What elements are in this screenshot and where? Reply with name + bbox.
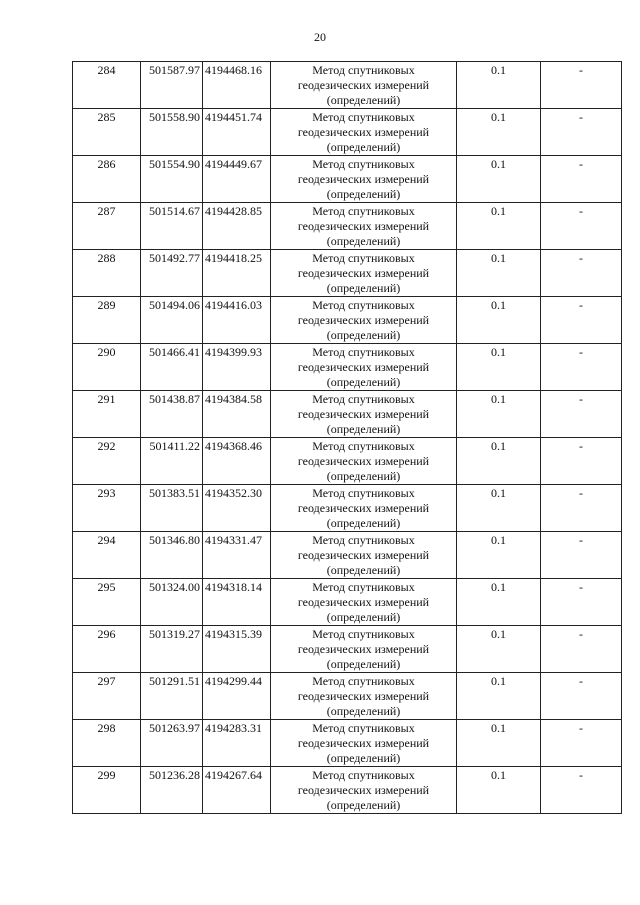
method-line: геодезических измерений — [297, 360, 430, 374]
note-cell: - — [541, 438, 622, 485]
method-line: Метод спутниковых — [312, 768, 415, 782]
method-line: Метод спутниковых — [312, 439, 415, 453]
table-row — [73, 579, 622, 626]
point-number-cell: 288 — [73, 250, 141, 297]
accuracy-cell: 0.1 — [457, 203, 541, 250]
table-row — [73, 156, 622, 203]
method-line: Метод спутниковых — [312, 204, 415, 218]
accuracy-cell: 0.1 — [457, 626, 541, 673]
x-coordinate-cell: 501558.90 — [141, 109, 203, 156]
x-coordinate-cell: 501492.77 — [141, 250, 203, 297]
table-row — [73, 438, 622, 485]
y-coordinate-cell: 4194468.16 — [203, 62, 271, 109]
note-cell: - — [541, 673, 622, 720]
point-number-cell: 285 — [73, 109, 141, 156]
note-cell: - — [541, 297, 622, 344]
point-number-cell: 299 — [73, 767, 141, 814]
method-line: геодезических измерений — [297, 172, 430, 186]
method-line: Метод спутниковых — [312, 721, 415, 735]
y-coordinate-cell: 4194399.93 — [203, 344, 271, 391]
table-row — [73, 344, 622, 391]
y-coordinate-cell: 4194283.31 — [203, 720, 271, 767]
x-coordinate-cell: 501236.28 — [141, 767, 203, 814]
y-coordinate-cell: 4194331.47 — [203, 532, 271, 579]
method-line: геодезических измерений — [297, 736, 430, 750]
method-line: геодезических измерений — [297, 501, 430, 515]
x-coordinate-cell: 501587.97 — [141, 62, 203, 109]
point-number-cell: 289 — [73, 297, 141, 344]
method-line: (определений) — [326, 234, 401, 248]
method-cell — [271, 720, 457, 767]
method-line: геодезических измерений — [297, 313, 430, 327]
method-line: (определений) — [326, 328, 401, 342]
method-line: Метод спутниковых — [312, 392, 415, 406]
x-coordinate-cell: 501291.51 — [141, 673, 203, 720]
method-line: (определений) — [326, 657, 401, 671]
y-coordinate-cell: 4194368.46 — [203, 438, 271, 485]
accuracy-cell: 0.1 — [457, 250, 541, 297]
table-row — [73, 485, 622, 532]
note-cell: - — [541, 579, 622, 626]
y-coordinate-cell: 4194449.67 — [203, 156, 271, 203]
method-line: геодезических измерений — [297, 266, 430, 280]
method-line: Метод спутниковых — [312, 251, 415, 265]
method-cell — [271, 579, 457, 626]
method-line: геодезических измерений — [297, 595, 430, 609]
point-number-cell: 293 — [73, 485, 141, 532]
method-line: (определений) — [326, 93, 401, 107]
y-coordinate-cell: 4194267.64 — [203, 767, 271, 814]
x-coordinate-cell: 501319.27 — [141, 626, 203, 673]
method-cell — [271, 203, 457, 250]
method-line: геодезических измерений — [297, 407, 430, 421]
x-coordinate-cell: 501346.80 — [141, 532, 203, 579]
accuracy-cell: 0.1 — [457, 673, 541, 720]
table-row — [73, 767, 622, 814]
method-line: (определений) — [326, 187, 401, 201]
x-coordinate-cell: 501466.41 — [141, 344, 203, 391]
method-line: (определений) — [326, 798, 401, 812]
accuracy-cell: 0.1 — [457, 485, 541, 532]
note-cell: - — [541, 720, 622, 767]
method-cell — [271, 297, 457, 344]
x-coordinate-cell: 501554.90 — [141, 156, 203, 203]
method-line: геодезических измерений — [297, 219, 430, 233]
point-number-cell: 295 — [73, 579, 141, 626]
accuracy-cell: 0.1 — [457, 767, 541, 814]
method-cell — [271, 438, 457, 485]
accuracy-cell: 0.1 — [457, 297, 541, 344]
point-number-cell: 296 — [73, 626, 141, 673]
point-number-cell: 291 — [73, 391, 141, 438]
point-number-cell: 287 — [73, 203, 141, 250]
note-cell: - — [541, 250, 622, 297]
y-coordinate-cell: 4194451.74 — [203, 109, 271, 156]
y-coordinate-cell: 4194428.85 — [203, 203, 271, 250]
accuracy-cell: 0.1 — [457, 720, 541, 767]
method-line: (определений) — [326, 281, 401, 295]
method-line: Метод спутниковых — [312, 486, 415, 500]
table-row — [73, 673, 622, 720]
method-line: геодезических измерений — [297, 642, 430, 656]
method-cell — [271, 767, 457, 814]
y-coordinate-cell: 4194318.14 — [203, 579, 271, 626]
method-cell — [271, 391, 457, 438]
method-line: геодезических измерений — [297, 125, 430, 139]
accuracy-cell: 0.1 — [457, 438, 541, 485]
page-number: 20 — [314, 30, 326, 44]
note-cell: - — [541, 767, 622, 814]
method-line: Метод спутниковых — [312, 298, 415, 312]
note-cell: - — [541, 203, 622, 250]
method-line: Метод спутниковых — [312, 674, 415, 688]
note-cell: - — [541, 109, 622, 156]
note-cell: - — [541, 344, 622, 391]
method-line: (определений) — [326, 704, 401, 718]
table-row — [73, 391, 622, 438]
method-line: Метод спутниковых — [312, 157, 415, 171]
method-line: (определений) — [326, 375, 401, 389]
y-coordinate-cell: 4194418.25 — [203, 250, 271, 297]
table-row — [73, 203, 622, 250]
accuracy-cell: 0.1 — [457, 156, 541, 203]
table-row — [73, 250, 622, 297]
table-row — [73, 297, 622, 344]
method-line: геодезических измерений — [297, 454, 430, 468]
point-number-cell: 292 — [73, 438, 141, 485]
x-coordinate-cell: 501263.97 — [141, 720, 203, 767]
table-row — [73, 720, 622, 767]
method-cell — [271, 109, 457, 156]
method-cell — [271, 485, 457, 532]
method-line: (определений) — [326, 469, 401, 483]
note-cell: - — [541, 485, 622, 532]
x-coordinate-cell: 501383.51 — [141, 485, 203, 532]
table-row — [73, 109, 622, 156]
accuracy-cell: 0.1 — [457, 532, 541, 579]
method-line: (определений) — [326, 563, 401, 577]
accuracy-cell: 0.1 — [457, 109, 541, 156]
method-line: Метод спутниковых — [312, 345, 415, 359]
point-number-cell: 297 — [73, 673, 141, 720]
table-row — [73, 626, 622, 673]
coordinates-table — [72, 61, 622, 814]
y-coordinate-cell: 4194416.03 — [203, 297, 271, 344]
point-number-cell: 298 — [73, 720, 141, 767]
note-cell: - — [541, 626, 622, 673]
method-line: (определений) — [326, 751, 401, 765]
table-row — [73, 62, 622, 109]
note-cell: - — [541, 532, 622, 579]
note-cell: - — [541, 156, 622, 203]
method-line: геодезических измерений — [297, 783, 430, 797]
note-cell: - — [541, 391, 622, 438]
method-line: Метод спутниковых — [312, 627, 415, 641]
method-line: геодезических измерений — [297, 548, 430, 562]
method-cell — [271, 156, 457, 203]
method-cell — [271, 626, 457, 673]
point-number-cell: 294 — [73, 532, 141, 579]
x-coordinate-cell: 501411.22 — [141, 438, 203, 485]
x-coordinate-cell: 501514.67 — [141, 203, 203, 250]
accuracy-cell: 0.1 — [457, 391, 541, 438]
point-number-cell: 286 — [73, 156, 141, 203]
method-cell — [271, 673, 457, 720]
y-coordinate-cell: 4194299.44 — [203, 673, 271, 720]
y-coordinate-cell: 4194315.39 — [203, 626, 271, 673]
coordinates-table-body — [73, 62, 622, 814]
accuracy-cell: 0.1 — [457, 344, 541, 391]
method-cell — [271, 532, 457, 579]
method-cell — [271, 344, 457, 391]
x-coordinate-cell: 501324.00 — [141, 579, 203, 626]
x-coordinate-cell: 501438.87 — [141, 391, 203, 438]
method-line: Метод спутниковых — [312, 533, 415, 547]
method-line: геодезических измерений — [297, 78, 430, 92]
point-number-cell: 284 — [73, 62, 141, 109]
method-line: (определений) — [326, 422, 401, 436]
method-line: Метод спутниковых — [312, 110, 415, 124]
y-coordinate-cell: 4194384.58 — [203, 391, 271, 438]
method-line: Метод спутниковых — [312, 580, 415, 594]
method-cell — [271, 250, 457, 297]
method-cell — [271, 62, 457, 109]
method-line: (определений) — [326, 610, 401, 624]
y-coordinate-cell: 4194352.30 — [203, 485, 271, 532]
method-line: Метод спутниковых — [312, 63, 415, 77]
accuracy-cell: 0.1 — [457, 62, 541, 109]
method-line: геодезических измерений — [297, 689, 430, 703]
table-row — [73, 532, 622, 579]
method-line: (определений) — [326, 140, 401, 154]
x-coordinate-cell: 501494.06 — [141, 297, 203, 344]
method-line: (определений) — [326, 516, 401, 530]
accuracy-cell: 0.1 — [457, 579, 541, 626]
point-number-cell: 290 — [73, 344, 141, 391]
note-cell: - — [541, 62, 622, 109]
